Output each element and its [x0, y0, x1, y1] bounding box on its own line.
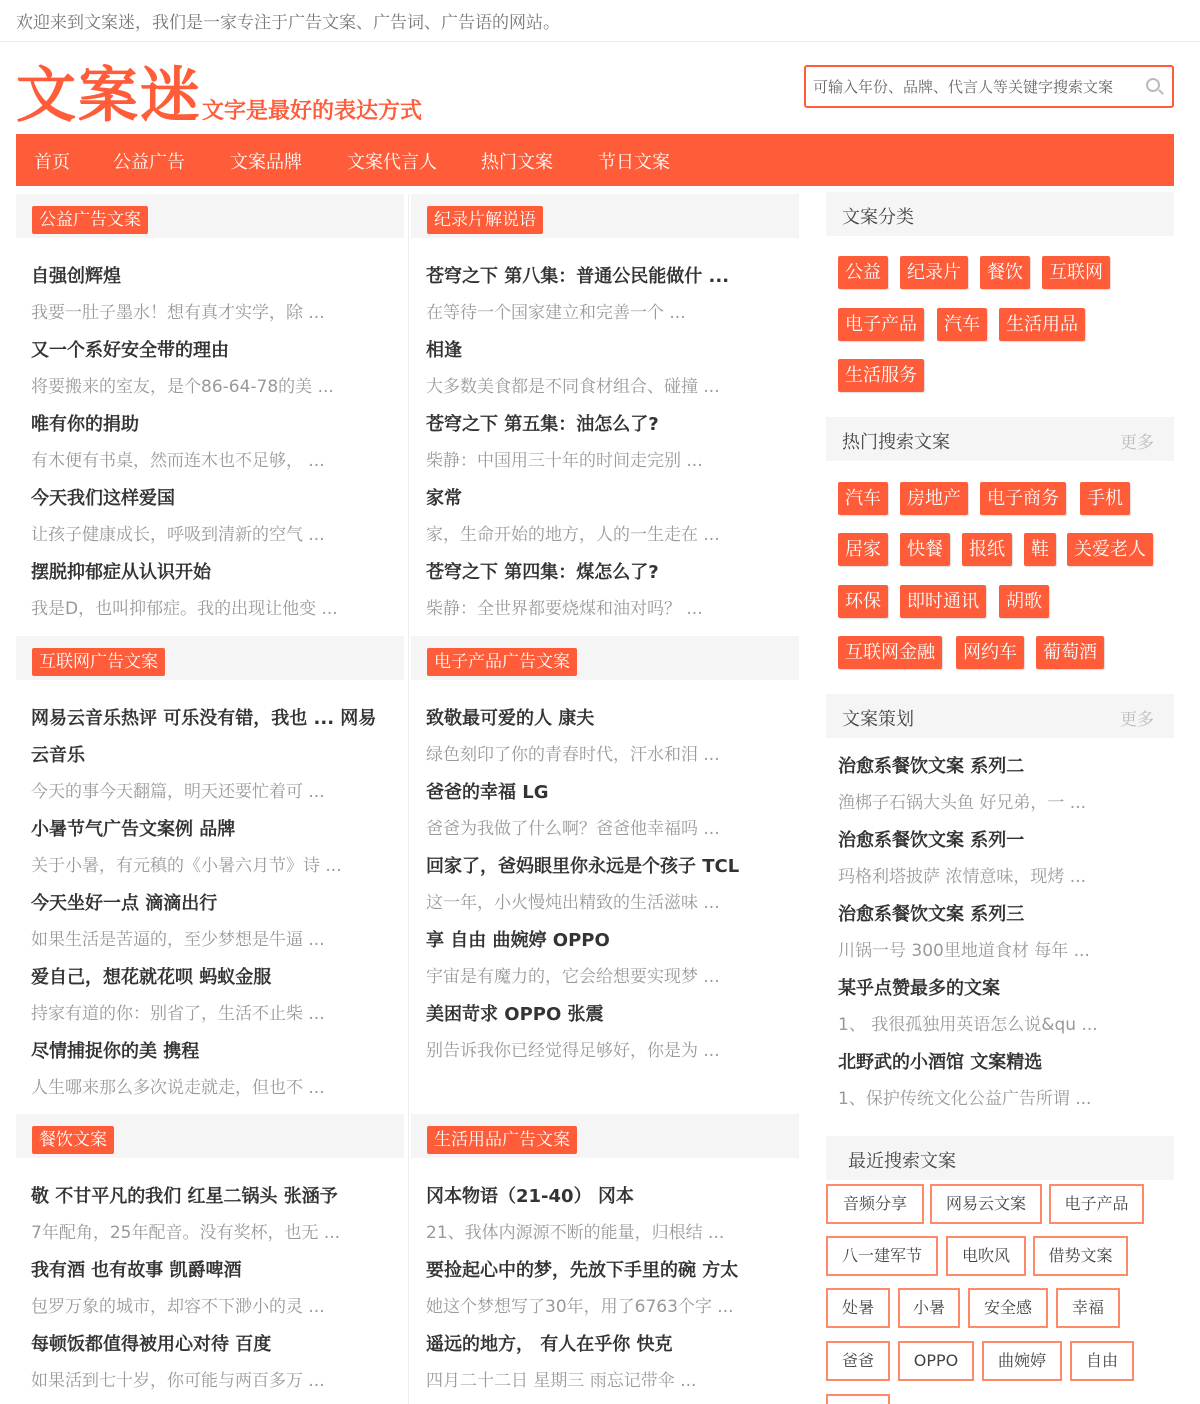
recent-tag[interactable]: 曲婉婷 — [982, 1341, 1062, 1381]
nav-gongyi[interactable]: 公益广告 — [113, 152, 185, 173]
plan-item-title[interactable]: 治愈系餐饮文案 系列二 — [838, 756, 1025, 777]
article-title[interactable]: 苍穹之下 第五集：油怎么了? — [426, 414, 659, 435]
recent-search-header — [826, 1136, 1174, 1180]
category-tag[interactable]: 生活服务 — [838, 359, 924, 392]
article-summary: 有木便有书桌，然而连木也不足够， ... — [31, 451, 325, 471]
article-summary: 她这个梦想写了30年，用了6763个字 ... — [426, 1297, 734, 1317]
section-title[interactable]: 生活用品广告文案 — [427, 1126, 577, 1154]
section-documentary — [411, 194, 799, 628]
hot-tag[interactable]: 葡萄酒 — [1036, 636, 1104, 669]
category-tag[interactable]: 汽车 — [937, 308, 987, 341]
column-divider — [408, 194, 409, 1404]
plan-item-title[interactable]: 治愈系餐饮文案 系列一 — [838, 830, 1025, 851]
article-title[interactable]: 享 自由 曲婉婷 OPPO — [426, 930, 610, 951]
section-title[interactable]: 餐饮文案 — [32, 1126, 114, 1154]
article-summary: 如果活到七十岁，你可能与两百多万 ... — [31, 1371, 325, 1391]
section-header — [16, 194, 404, 238]
article-title[interactable]: 回家了，爸妈眼里你永远是个孩子 TCL — [426, 856, 740, 877]
hot-tag[interactable]: 报纸 — [962, 533, 1012, 566]
article-title[interactable]: 今天我们这样爱国 — [31, 488, 175, 509]
category-tag[interactable]: 纪录片 — [900, 256, 968, 289]
article-title[interactable]: 我有酒 也有故事 凯爵啤酒 — [31, 1260, 242, 1281]
hot-tag[interactable]: 电子商务 — [980, 482, 1066, 515]
article-summary: 宇宙是有魔力的，它会给想要实现梦 ... — [426, 967, 720, 987]
recent-tag[interactable]: 网易云文案 — [930, 1184, 1042, 1224]
plan-header — [826, 694, 1174, 738]
category-header — [826, 192, 1174, 236]
article-title[interactable]: 又一个系好安全带的理由 — [31, 340, 229, 361]
recent-tag[interactable]: 处暑 — [826, 1288, 890, 1328]
recent-tag[interactable]: 电子产品 — [1049, 1184, 1144, 1224]
category-tag[interactable]: 公益 — [838, 256, 888, 289]
article-summary: 这一年，小火慢炖出精致的生活滋味 ... — [426, 893, 720, 913]
plan-item-title[interactable]: 某乎点赞最多的文案 — [838, 978, 1000, 999]
article-summary: 7年配角，25年配音。没有奖杯，也无 ... — [31, 1223, 341, 1243]
article-summary: 21、我体内源源不断的能量，归根结 ... — [426, 1223, 725, 1243]
recent-tag-partial[interactable] — [826, 1394, 890, 1404]
article-summary: 在等待一个国家建立和完善一个 ... — [426, 303, 686, 323]
nav-brand[interactable]: 文案品牌 — [230, 152, 302, 173]
article-summary: 柴静：全世界都要烧煤和油对吗？ ... — [426, 599, 703, 619]
article-summary: 我要一肚子墨水！想有真才实学，除 ... — [31, 303, 325, 323]
article-summary: 今天的事今天翻篇，明天还要忙着可 ... — [31, 782, 325, 802]
category-title: 文案分类 — [842, 207, 914, 228]
hot-tag[interactable]: 胡歌 — [999, 585, 1049, 618]
category-tag[interactable]: 互联网 — [1042, 256, 1110, 289]
section-header — [16, 636, 404, 680]
section-title[interactable]: 电子产品广告文案 — [427, 648, 577, 676]
article-title[interactable]: 美困苛求 OPPO 张震 — [426, 1004, 604, 1025]
section-gongyi — [16, 194, 404, 628]
recent-tag[interactable]: 八一建军节 — [826, 1236, 938, 1276]
article-summary: 绿色刻印了你的青春时代，汗水和泪 ... — [426, 745, 720, 765]
article-summary: 让孩子健康成长，呼吸到清新的空气 ... — [31, 525, 325, 545]
article-title[interactable]: 网易云音乐热评 可乐没有错，我也 ... 网易云音乐 — [31, 708, 377, 766]
recent-tag[interactable]: 幸福 — [1056, 1288, 1120, 1328]
nav-home[interactable]: 首页 — [34, 152, 70, 173]
section-header — [411, 1114, 799, 1158]
plan-title: 文案策划 — [842, 709, 914, 730]
article-title[interactable]: 爱自己，想花就花呗 蚂蚁金服 — [31, 967, 272, 988]
nav-festival[interactable]: 节日文案 — [598, 152, 670, 173]
site-logo[interactable]: 文案迷 — [16, 61, 202, 131]
hot-tag[interactable]: 网约车 — [956, 636, 1024, 669]
section-title[interactable]: 互联网广告文案 — [32, 648, 165, 676]
article-title[interactable]: 每顿饭都值得被用心对待 百度 — [31, 1334, 272, 1355]
recent-tag[interactable]: 借势文案 — [1033, 1236, 1128, 1276]
hot-search-title: 热门搜索文案 — [842, 432, 950, 453]
hot-tag[interactable]: 环保 — [838, 585, 888, 618]
plan-item-summary: 玛格利塔披萨 浓情意味，现烤 ... — [838, 867, 1087, 887]
hot-tag[interactable]: 房地产 — [900, 482, 968, 515]
recent-tag[interactable]: OPPO — [898, 1341, 974, 1381]
plan-more-link[interactable]: 更多 — [1120, 710, 1154, 730]
recent-search-title: 最近搜索文案 — [848, 1151, 956, 1172]
search-icon[interactable] — [1146, 78, 1160, 92]
section-title[interactable]: 公益广告文案 — [32, 206, 148, 234]
hot-tag[interactable]: 互联网金融 — [838, 636, 942, 669]
article-title[interactable]: 唯有你的捐助 — [31, 414, 139, 435]
section-header — [411, 194, 799, 238]
welcome-text: 欢迎来到文案迷，我们是一家专注于广告文案、广告词、广告语的网站。 — [16, 13, 560, 33]
hot-tag[interactable]: 即时通讯 — [900, 585, 986, 618]
section-header — [411, 636, 799, 680]
category-tag[interactable]: 电子产品 — [838, 308, 924, 341]
article-summary: 爸爸为我做了什么啊？爸爸他幸福吗 ... — [426, 819, 720, 839]
plan-item-title[interactable]: 北野武的小酒馆 文案精选 — [838, 1052, 1043, 1073]
hot-tag[interactable]: 鞋 — [1024, 533, 1056, 566]
article-summary: 我是D，也叫抑郁症。我的出现让他变 ... — [31, 599, 338, 619]
section-internet — [16, 636, 404, 1107]
article-title[interactable]: 致敬最可爱的人 康夫 — [426, 708, 595, 729]
category-tag[interactable]: 生活用品 — [999, 308, 1085, 341]
article-title[interactable]: 苍穹之下 第四集：煤怎么了? — [426, 562, 659, 583]
hot-tag[interactable]: 手机 — [1080, 482, 1130, 515]
article-title[interactable]: 今天坐好一点 滴滴出行 — [31, 893, 218, 914]
recent-tag[interactable]: 安全感 — [968, 1288, 1048, 1328]
plan-item-summary: 川锅一号 300里地道食材 每年 ... — [838, 941, 1090, 961]
section-header — [16, 1114, 404, 1158]
plan-item-summary: 1、保护传统文化公益广告所谓 ... — [838, 1089, 1092, 1109]
article-title[interactable]: 自强创辉煌 — [31, 266, 121, 287]
article-title[interactable]: 相逢 — [426, 340, 462, 361]
recent-tag[interactable]: 自由 — [1070, 1341, 1134, 1381]
article-summary: 人生哪来那么多次说走就走，但也不 ... — [31, 1078, 325, 1098]
hot-tag[interactable]: 关爱老人 — [1067, 533, 1153, 566]
hot-tag[interactable]: 快餐 — [900, 533, 950, 566]
hot-tag[interactable]: 汽车 — [838, 482, 888, 515]
section-title[interactable]: 纪录片解说语 — [427, 206, 543, 234]
recent-tag[interactable]: 爸爸 — [826, 1341, 890, 1381]
article-summary: 四月二十二日 星期三 雨忘记带伞 ... — [426, 1371, 697, 1391]
article-summary: 包罗万象的城市，却容不下渺小的灵 ... — [31, 1297, 325, 1317]
nav-hot[interactable]: 热门文案 — [481, 152, 553, 173]
section-household — [411, 1114, 799, 1400]
section-electronics — [411, 636, 799, 1070]
article-title[interactable]: 苍穹之下 第八集：普通公民能做什 ... — [426, 266, 730, 287]
article-summary: 家，生命开始的地方，人的一生走在 ... — [426, 525, 720, 545]
article-summary: 将要搬来的室友，是个86-64-78的美 ... — [31, 377, 334, 397]
site-slogan: 文字是最好的表达方式 — [202, 99, 423, 124]
recent-tag[interactable]: 音频分享 — [826, 1184, 924, 1224]
nav-spokesperson[interactable]: 文案代言人 — [347, 152, 437, 173]
article-title[interactable]: 冈本物语（21-40） 冈本 — [426, 1186, 634, 1207]
recent-tag[interactable]: 小暑 — [898, 1288, 960, 1328]
plan-item-title[interactable]: 治愈系餐饮文案 系列三 — [838, 904, 1025, 925]
article-title[interactable]: 家常 — [426, 488, 462, 509]
hot-search-header — [826, 417, 1174, 461]
recent-tag[interactable]: 电吹风 — [946, 1236, 1026, 1276]
article-title[interactable]: 要捡起心中的梦，先放下手里的碗 方太 — [426, 1260, 739, 1281]
section-food — [16, 1114, 404, 1400]
article-summary: 大多数美食都是不同食材组合、碰撞 ... — [426, 377, 720, 397]
main-nav — [16, 134, 1174, 186]
plan-list — [838, 748, 1168, 1118]
hot-tag[interactable]: 居家 — [838, 533, 888, 566]
plan-item-summary: 渔梆子石锅大头鱼 好兄弟，一 ... — [838, 793, 1087, 813]
plan-item-summary: 1、 我很孤独用英语怎么说&qu ... — [838, 1015, 1098, 1035]
search-input[interactable] — [806, 67, 1126, 106]
welcome-bar — [0, 0, 1200, 42]
category-tag[interactable]: 餐饮 — [980, 256, 1030, 289]
article-title[interactable]: 遥远的地方， 有人在乎你 快克 — [426, 1334, 673, 1355]
article-summary: 柴静：中国用三十年的时间走完别 ... — [426, 451, 703, 471]
article-title[interactable]: 尽情捕捉你的美 携程 — [31, 1041, 200, 1062]
hot-more-link[interactable]: 更多 — [1120, 433, 1154, 453]
article-title[interactable]: 摆脱抑郁症从认识开始 — [31, 562, 211, 583]
article-summary: 持家有道的你：别省了，生活不止柴 ... — [31, 1004, 325, 1024]
search-box — [804, 65, 1174, 108]
article-summary: 关于小暑，有元稹的《小暑六月节》诗 ... — [31, 856, 342, 876]
article-title[interactable]: 小暑节气广告文案例 品牌 — [31, 819, 236, 840]
article-summary: 如果生活是苦逼的，至少梦想是牛逼 ... — [31, 930, 325, 950]
article-summary: 别告诉我你已经觉得足够好，你是为 ... — [426, 1041, 720, 1061]
article-title[interactable]: 敬 不甘平凡的我们 红星二锅头 张涵予 — [31, 1186, 338, 1207]
article-title[interactable]: 爸爸的幸福 LG — [426, 782, 549, 803]
